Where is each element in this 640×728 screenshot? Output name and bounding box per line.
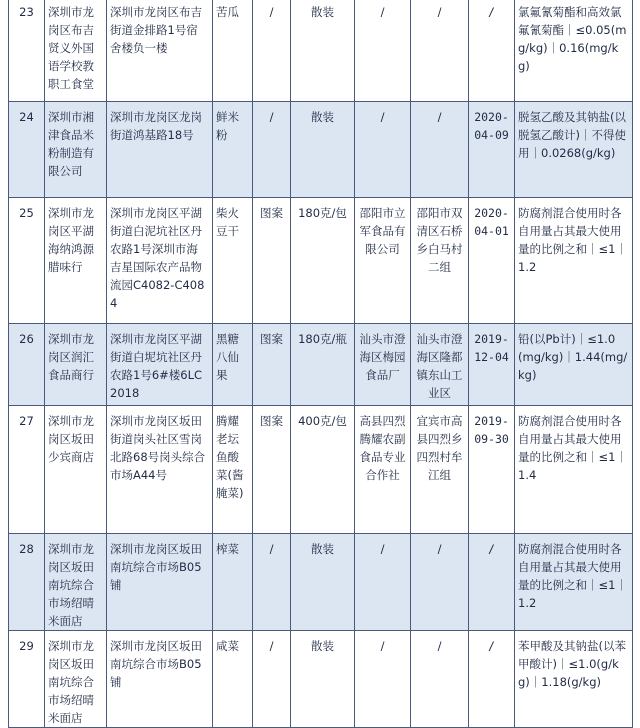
food-name: 咸菜 bbox=[213, 631, 253, 728]
producer: / bbox=[355, 0, 411, 102]
brand: 图案 bbox=[253, 406, 291, 534]
producer: / bbox=[355, 631, 411, 728]
failed-item: 氯氟氰菊酯和高效氯氟氰菊酯｜≤0.05(mg/kg)｜0.16(mg/kg) bbox=[515, 0, 633, 102]
producer-address: 宜宾市高县四烈乡四烈村牟江组 bbox=[411, 406, 469, 534]
producer-address: / bbox=[411, 534, 469, 631]
producer-address: / bbox=[411, 631, 469, 728]
failed-item: 防腐剂混合使用时各自用量占其最大使用量的比例之和｜≤1｜1.2 bbox=[515, 534, 633, 631]
production-date: 2019-09-30 bbox=[469, 406, 515, 534]
brand: / bbox=[253, 631, 291, 728]
producer-address: / bbox=[411, 102, 469, 198]
brand: 图案 bbox=[253, 198, 291, 324]
production-date: 2019-12-04 bbox=[469, 324, 515, 406]
production-date: / bbox=[469, 0, 515, 102]
production-date: 2020-04-09 bbox=[469, 102, 515, 198]
table-row bbox=[9, 102, 633, 198]
spec: 散装 bbox=[291, 0, 355, 102]
spec: 400克/包 bbox=[291, 406, 355, 534]
unit-address: 深圳市龙岗区坂田南坑综合市场B05铺 bbox=[107, 534, 213, 631]
spec: 散装 bbox=[291, 631, 355, 728]
row-number: 23 bbox=[9, 0, 45, 102]
table-row bbox=[9, 198, 633, 324]
unit-name: 深圳市龙岗区平湖海纳鸿源腊味行 bbox=[45, 198, 107, 324]
failed-item: 苯甲酸及其钠盐(以苯甲酸计)｜≤1.0(g/kg)｜1.18(g/kg) bbox=[515, 631, 633, 728]
food-name: 鲜米粉 bbox=[213, 102, 253, 198]
unit-name: 深圳市湘津食品米粉制造有限公司 bbox=[45, 102, 107, 198]
brand: 图案 bbox=[253, 324, 291, 406]
unit-address: 深圳市龙岗区平湖街道白泥坑社区丹农路1号深圳市海吉星国际农产品物流园C4082-C4084 bbox=[107, 198, 213, 324]
unit-name: 深圳市龙岗区布吉贤义外国语学校教职工食堂 bbox=[45, 0, 107, 102]
row-number: 28 bbox=[9, 534, 45, 631]
producer-address: / bbox=[411, 0, 469, 102]
producer: / bbox=[355, 102, 411, 198]
row-number: 25 bbox=[9, 198, 45, 324]
table-row bbox=[9, 406, 633, 534]
table-row bbox=[9, 534, 633, 631]
unit-name: 深圳市龙岗区坂田南坑综合市场绍晴米面店 bbox=[45, 631, 107, 728]
food-name: 榨菜 bbox=[213, 534, 253, 631]
unit-address: 深圳市龙岗区布吉街道金排路1号宿舍楼负一楼 bbox=[107, 0, 213, 102]
inspection-results-table bbox=[8, 0, 633, 728]
spec: 180克/瓶 bbox=[291, 324, 355, 406]
row-number: 29 bbox=[9, 631, 45, 728]
brand: / bbox=[253, 0, 291, 102]
spec: 180克/包 bbox=[291, 198, 355, 324]
food-name: 黑糖八仙果 bbox=[213, 324, 253, 406]
production-date: / bbox=[469, 534, 515, 631]
table-row bbox=[9, 0, 633, 102]
production-date: 2020-04-01 bbox=[469, 198, 515, 324]
food-name: 柴火豆干 bbox=[213, 198, 253, 324]
producer: 汕头市澄海区梅园食品厂 bbox=[355, 324, 411, 406]
producer-address: 汕头市澄海区隆都镇东山工业区 bbox=[411, 324, 469, 406]
table-row bbox=[9, 324, 633, 406]
row-number: 27 bbox=[9, 406, 45, 534]
producer-address: 邵阳市双清区石桥乡白马村二组 bbox=[411, 198, 469, 324]
producer: 高县四烈腾耀农副食品专业合作社 bbox=[355, 406, 411, 534]
unit-address: 深圳市龙岗区平湖街道白坭坑社区丹农路1号6#楼6LC2018 bbox=[107, 324, 213, 406]
unit-address: 深圳市龙岗区坂田街道岗头社区雪岗北路68号岗头综合市场A44号 bbox=[107, 406, 213, 534]
production-date: / bbox=[469, 631, 515, 728]
failed-item: 脱氢乙酸及其钠盐(以脱氢乙酸计)｜不得使用｜0.0268(g/kg) bbox=[515, 102, 633, 198]
brand: / bbox=[253, 534, 291, 631]
failed-item: 铅(以Pb计)｜≤1.0 (mg/kg)｜1.44(mg/kg) bbox=[515, 324, 633, 406]
unit-name: 深圳市龙岗区坂田少宾商店 bbox=[45, 406, 107, 534]
unit-name: 深圳市龙岗区润汇食品商行 bbox=[45, 324, 107, 406]
unit-address: 深圳市龙岗区坂田南坑综合市场B05铺 bbox=[107, 631, 213, 728]
spec: 散装 bbox=[291, 534, 355, 631]
failed-item: 防腐剂混合使用时各自用量占其最大使用量的比例之和｜≤1｜1.2 bbox=[515, 198, 633, 324]
spec: 散装 bbox=[291, 102, 355, 198]
row-number: 26 bbox=[9, 324, 45, 406]
unit-name: 深圳市龙岗区坂田南坑综合市场绍晴米面店 bbox=[45, 534, 107, 631]
unit-address: 深圳市龙岗区龙岗街道鸿基路18号 bbox=[107, 102, 213, 198]
food-name: 苦瓜 bbox=[213, 0, 253, 102]
food-name: 腾耀老坛鱼酸菜(酱腌菜) bbox=[213, 406, 253, 534]
brand: / bbox=[253, 102, 291, 198]
failed-item: 防腐剂混合使用时各自用量占其最大使用量的比例之和｜≤1｜1.4 bbox=[515, 406, 633, 534]
producer: 邵阳市立军食品有限公司 bbox=[355, 198, 411, 324]
producer: / bbox=[355, 534, 411, 631]
row-number: 24 bbox=[9, 102, 45, 198]
